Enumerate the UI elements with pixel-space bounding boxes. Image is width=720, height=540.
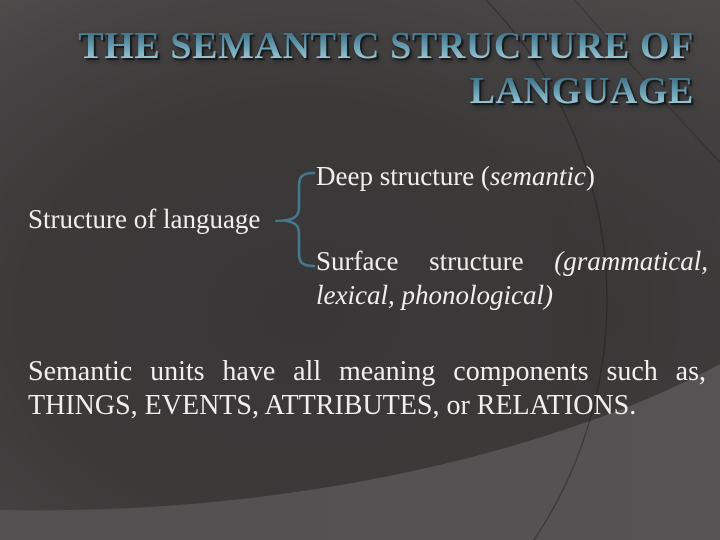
brace-icon (270, 171, 318, 268)
title-line-2: LANGUAGE (469, 70, 694, 112)
deep-structure-italic: semantic (489, 161, 586, 191)
surface-line-1 (316, 244, 708, 278)
deep-structure-suffix: ) (585, 161, 595, 191)
surface-structure-item (316, 244, 708, 312)
paragraph-line-2: THINGS, EVENTS, ATTRIBUTES, or RELATIONS. (28, 390, 637, 421)
slide-title (60, 24, 694, 114)
surface-line-2 (316, 278, 708, 312)
surface-structure-italic-2: lexical, phonological) (316, 280, 553, 310)
title-line-1: THE SEMANTIC STRUCTURE OF (78, 25, 694, 67)
surface-structure-text: Surface structure (316, 246, 524, 276)
deep-structure-text: Deep structure ( (316, 161, 490, 191)
paragraph-line-1: Semantic units have all meaning components such as, (28, 356, 706, 387)
body-paragraph (28, 355, 706, 423)
deep-structure-item (316, 161, 595, 192)
surface-structure-italic-1: (grammatical, (554, 246, 708, 276)
structure-of-language-label: Structure of language (28, 204, 261, 234)
